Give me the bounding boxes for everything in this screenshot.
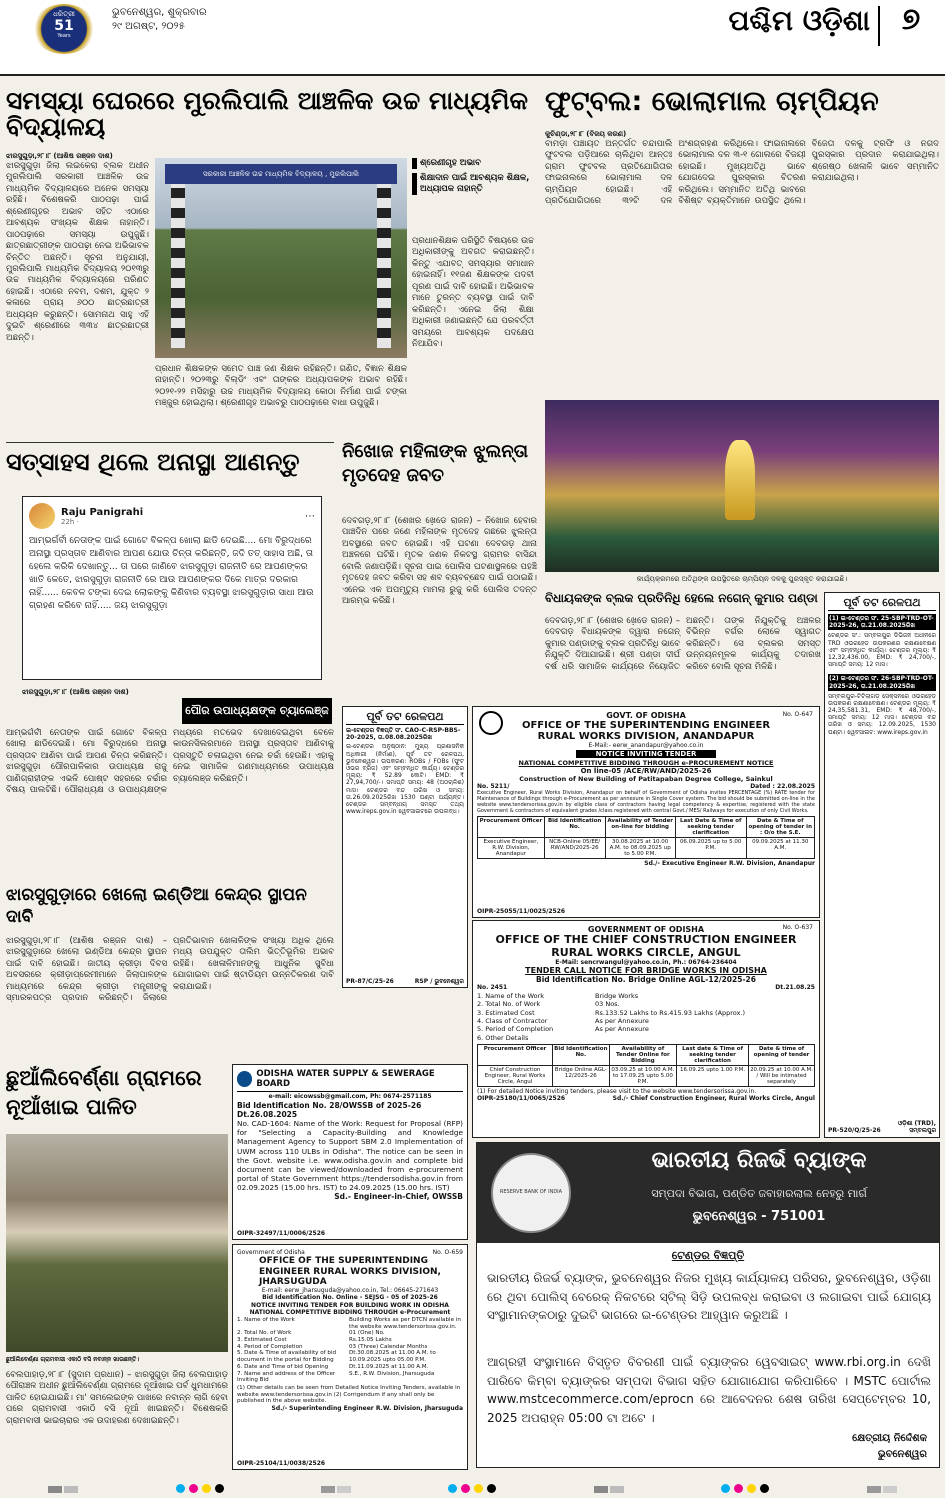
post-text: ଆମ୍ଭର୍ଗର୍ବୀ ନେତାଙ୍କ ପାଇଁ ଗୋଟେ ବିକଳ୍ପ ଖୋଲା ଛାଡି ଦେଇଛି.... ମୋ ବିରୁଦ୍ଧରେ ଅନାସ୍ଥା ପ୍ରସ୍ତାବ ଆଣିବାର ଆପଣ ଯୋଉ ଚିନ୍ତା କରିଛନ୍ତି, ଜଦି ତତ୍ ସାହାସ ଅଛି, ତା ହେଲେ କରିକି ଦେଖାନ୍ତୁ... ତା ପରେ ଜାଣିବେ ଝାରସୁଗୁଡ଼ା ରାଜନୀତି ରେ ଆପଣଙ୍କର ଖାତି କେତେ, ଝାରସୁଗୁଡ଼ା ରାଜନୀତି ରେ ଆଉ ଆପଣଙ୍କର ଦିକେ ମାତ୍ର ଦରକାର ନାହିଁ...... କେବଳ ଟଙ୍କା ଦେଇ ଲୋକଙ୍କୁ କିଣିବାର ବ୍ୟବସ୍ଥା ଝାରସୁଗୁଡ଼ାର ସାଧା ଆଉ ଗ୍ରହଣ କରିବେ ନାହିଁ..... ଜୟ ଝାରସୁଗୁଡ଼ା	[29, 536, 314, 612]
item-label: 4. Class of Contractor	[477, 1016, 548, 1025]
rbi-dept: ସମ୍ପଦା ବିଭାଗ, ପଣ୍ଡିତ ଜବାହାରଲାଲ ନେହରୁ ମାର୍ଗ	[651, 1187, 867, 1200]
owssb-logo-icon	[237, 1071, 252, 1087]
railway-tender-ad	[342, 706, 468, 988]
anandapur-body: Executive Engineer, Rural Works Division, Anandapur on behalf of Government of Odisha invites PERCENTAGE (%) RATE tender for Maintenance of Buildings through e-Procurement as per annexure in Single Cover system. The bid should be submitted on-line in the website www.tendersorissa.gov.in by eligible class of contractors having legal competency & expertise, registered with the state Government & contractors of equivalent grades /class registered with central Govt./ MES/ Railways for execution of only Civil Works.	[477, 790, 815, 815]
story5-headline: ବିଧାୟକଙ୍କ ବ୍ଲକ ପ୍ରତିନିଧି ହେଲେ ନଗେନ୍ କୁମାର ପଣ୍ଡା	[545, 592, 818, 605]
table-header: Date & Time of opening of tender in : O/o the S.E.	[746, 817, 814, 838]
more-options-icon: ⋯	[305, 510, 315, 522]
issue-date: ୨୯ ଅଗଷ୍ଟ, ୨୦୨୫	[112, 21, 185, 32]
rbi-sign1: କ୍ଷେତ୍ରୀୟ ନିର୍ଦ୍ଦେଶକ	[852, 1433, 927, 1444]
owssb-ref: OIPR-32497/11/0006/2526	[237, 1229, 326, 1237]
angul-email: E-Mail: sencrwangul@yahoo.co.in, Ph.: 06764-236404	[555, 959, 737, 967]
gate-arch	[165, 164, 397, 184]
story1-headline: ସମସ୍ୟା ଘେରରେ ମୁରଲିପାଲି ଆଞ୍ଚଳିକ ଉଚ୍ଚ ମାଧ୍ୟମିକ ବିଦ୍ୟାଳୟ	[6, 88, 528, 142]
angul-table	[477, 1044, 815, 1087]
railway-right-footer2: ଓଡ଼ିଶା (TRD), ସମ୍ବଲପୁର	[898, 1119, 936, 1134]
railway-right-title: ପୂର୍ବ ତଟ ରେଳପଥ	[828, 596, 936, 611]
anandapur-ref: OIPR-25055/11/0025/2526	[477, 907, 566, 915]
anandapur-letter-row	[477, 783, 815, 790]
angul-date: Dt.21.08.25	[775, 984, 815, 992]
anandapur-date: Dated : 22.08.2025	[750, 783, 815, 791]
jharsuguda-govt: Government of Odisha	[237, 1249, 305, 1256]
anandapur-line2: On line-05 /ACE/RW/AND/2025-26	[580, 767, 712, 776]
railway-right-body2: ସମ୍ବଲପୁର-ଟିଟିଲାଗଡ଼ ସେକ୍ସନରେ ଓଭରହେଡ ଉପକରଣ ରକ୍ଷଣାବେକ୍ଷଣ। ଟେଣ୍ଡର ମୂଲ୍ୟ: ₹ 24,35,581.31, EMD: ₹ 48,700/-, ସମାପ୍ତି ସମୟ: 12 ମାସ। ଟେଣ୍ଡର ବନ୍ଦ ତାରିଖ ଓ ସମୟ: 12.09.2025, 1530 ଘଣ୍ଟା। ୱେବସାଇଟ: www.ireps.gov.in	[828, 692, 936, 736]
story2-headline: ଫୁଟ୍‌ବଲ: ଭୋଲାମାଲ ଚାମ୍ପିୟନ	[545, 88, 879, 117]
anandapur-notice: NOTICE INVITING TENDER	[576, 750, 716, 758]
masthead	[0, 0, 945, 76]
item-value: As per Annexure	[595, 1016, 649, 1025]
story2-caption: କାର୍ଯ୍ୟକ୍ରମରେ ଅତିଥିଙ୍କ ଉପସ୍ଥିତରେ ଚାମ୍ପିୟନ ଦଳକୁ ପୁରସ୍କୃତ କରାଯାଇଛି।	[636, 575, 848, 583]
item-label: 4. Period of Completion	[237, 1343, 303, 1350]
item-label: 6. Date and Time of bid Opening	[237, 1363, 329, 1370]
color-bar	[593, 1478, 625, 1497]
railway-tender-right-ad	[824, 592, 940, 1138]
nuakhai-photo	[6, 1134, 228, 1352]
post-header	[29, 503, 315, 529]
story7-caption: ଛୁଆଁଲିବେର୍ଣ୍ଣା ଗ୍ରାମବାସୀ ଏକାଠି ବସି ନବାନ୍ନ ଖାଉଛନ୍ତି।	[6, 1356, 140, 1363]
registration-dots	[719, 1478, 771, 1497]
rbi-title: ଭାରତୀୟ ରିଜର୍ଭ ବ୍ୟାଙ୍କ	[651, 1149, 867, 1173]
table-header: Date & time of opening of tender	[749, 1045, 815, 1066]
registration-dots	[446, 1478, 498, 1497]
angul-letter: No. 2451	[477, 984, 508, 992]
item-label: 5. Date & Time of availability of bid document in the portal for Bidding	[237, 1350, 337, 1364]
railway-right-body1: ଟେଣ୍ଡର ସଂ.: ସମ୍ବଲପୁର ଡିଭିଜନ ଅଧୀନରେ TRD ଓଭରହେଡ ଉପକରଣର ରକ୍ଷଣାବେକ୍ଷଣ ଏବଂ ସମ୍ବନ୍ଧିତ କାର୍ଯ୍ୟ। ଟେଣ୍ଡର ମୂଲ୍ୟ: ₹ 12,32,436.00, EMD: ₹ 24,700/-, ସମାପ୍ତି ସମୟ: 12 ମାସ।	[828, 632, 936, 669]
city-day: ଭୁବନେଶ୍ୱର, ଶୁକ୍ରବାର	[112, 7, 207, 18]
item-label: 7. Name and address of the Officer Inviting Bid	[237, 1370, 336, 1384]
table-header: Bid Identification No.	[544, 817, 605, 838]
list-item	[237, 1371, 463, 1384]
jharsuguda-ref: OIPR-25104/11/0038/2526	[237, 1459, 326, 1467]
item-label: 2. Total No. of Work	[237, 1330, 292, 1337]
rbi-para1: ଭାରତୀୟ ରିଜର୍ଭ ବ୍ୟାଙ୍କ, ଭୁବନେଶ୍ୱର ନିଜର ମୁଖ୍ୟ କାର୍ଯ୍ୟାଳୟ ପରିସର, ଭୁବନେଶ୍ୱର, ଓଡ଼ିଶା ରେ ଥିବା ପୋଲିସ୍ ବେରେକ୍ ନିକଟରେ ସ୍ଟିଲ୍ ସିଡ଼ି ଉପଲବ୍ଧ କରାଇବା ଓ ଲଗାଇବା ପାଇଁ ଯୋଗ୍ୟ ସଂସ୍ଥାମାନଙ୍କଠାରୁ ଦୁଇଟି ଭାଗରେ ଇ-ଟେଣ୍ଡର ଆହ୍ୱାନ କରୁଅଛି ।	[487, 1271, 931, 1323]
table-header: Availability of Tender Online for Bidding	[609, 1045, 676, 1066]
jharsuguda-notice: NOTICE INVITING TENDER FOR BUILDING WORK IN ODISHA NATIONAL COMPETITIVE BIDDING THROUGH e-Procurement	[249, 1301, 451, 1316]
item-label: 3. Estimated Cost	[237, 1337, 287, 1344]
jharsuguda-items	[237, 1317, 463, 1384]
owssb-body: No. CAD-1604: Name of the Work: Request for Proposal (RFP) for "Selecting a Capacity-Building and Knowledge Management Agency to Support SBM 2.0 Implementation of UWM across 110 ULBs in Odisha". The notice can be seen in the Govt. website i.e. www.odisha.gov.in and complete bid document can be viewed/downloaded from e-procurement portal of State Government https://tendersodisha.gov.in from 02.09.2025 (15.00 hrs. IST) to 24.09.2025 (15.00 hrs. IST)	[237, 1119, 463, 1192]
item-label: 1. Name of the Work	[477, 991, 545, 1000]
list-item	[477, 1025, 815, 1033]
item-value: As per Annexure	[595, 1025, 649, 1034]
railway-tender-footer2: RSP / ଭୁବନେଶ୍ୱର	[414, 977, 464, 985]
gate-pillar-right	[377, 184, 391, 348]
table-row	[478, 1045, 815, 1066]
table-cell: 16.09.25 upto 1.00 P.M.	[677, 1066, 749, 1087]
item-value: Rs.133.52 Lakhs to Rs.415.93 Lakhs (Approx.)	[595, 1008, 746, 1017]
table-header: Procurement Officer	[478, 1045, 553, 1066]
story6-headline: ଝାରସୁଗୁଡ଼ାରେ ଖେଲୋ ଇଣ୍ଡିଆ କେନ୍ଦ୍ର ସ୍ଥାପନ ଦାବି	[6, 885, 307, 928]
story1-col1-text: ଝାରସୁଗୁଡ଼ା ଜିଲା ଲଇକେରା ବ୍ଲକ ଅଧୀନ ମୁରଲିପାଲି ସରକାରୀ ଆଞ୍ଚଳିକ ଉଚ୍ଚ ମାଧ୍ୟମିକ ବିଦ୍ୟାଳୟରେ ଅନେକ ସମସ୍ୟା ରହିଛି। ବିଶେଷକରି ପାଠପଢ଼ା ପାଇଁ ଶ୍ରେଣୀଗୃହର ଅଭାବ ସହିତ ଏଠାରେ ଆବଶ୍ୟକ ସଂଖ୍ୟକ ଶିକ୍ଷକ ନାହାନ୍ତି। ପାଠପଢ଼ାରେ ସମସ୍ୟା ଉପୁଜୁଛି। ଛାତ୍ରଛାତ୍ରୀଙ୍କ ପାଠପଢ଼ା ନେଇ ଅଭିଭାବକ ଚିନ୍ତିତ ଅଛନ୍ତି। ସୂଚନା ଅନୁଯାୟୀ, ମୁରଲିପାଲି ମାଧ୍ୟମିକ ବିଦ୍ୟାଳୟ ୨୦୧୩ରୁ ଉଚ୍ଚ ମାଧ୍ୟମିକ ବିଦ୍ୟାଳୟରେ ପରିଣତ ହୋଇଛି। ଏଠାରେ ନବମ, ଦଶମ, ଯୁକ୍ତ ୨ କଳାରେ ପ୍ରାୟ ୬୦୦ ଛାତ୍ରଛାତ୍ରୀ ଅଧ୍ୟୟନ କରୁଛନ୍ତି। ସୋମନାଥ ସାହୁ ଏହି ଦୁଇଟି ଶ୍ରେଣୀରେ ୩୩୪ ଛାତ୍ରଛାତ୍ରୀ ଅଛନ୍ତି।	[6, 160, 149, 343]
item-value: Dt.30.08.2025 at 11.00 A.M. to 10.09.2025 upto 05.00 P.M.	[349, 1350, 436, 1364]
angul-govt: GOVERNMENT OF ODISHA	[587, 925, 705, 934]
school-sign: ସରକାରୀ ଆଞ୍ଚଳିକ ଉଚ୍ଚ ମାଧ୍ୟମିକ ବିଦ୍ୟାଳୟ , ମୁରଲିପାଲି	[202, 170, 360, 178]
table-header: Procurement Officer	[478, 817, 545, 838]
registration-dots	[174, 1478, 226, 1497]
angul-call: TENDER CALL NOTICE FOR BRIDGE WORKS IN ODISHA	[525, 966, 767, 976]
item-value: 03 (Three) Calendar Months	[349, 1343, 428, 1350]
item-label: 2. Total No. of Work	[477, 1000, 541, 1009]
anandapur-email: E-Mail:- eerw_anandapur@yahoo.co.in	[588, 742, 704, 749]
rbi-sign2: ଭୁବନେଶ୍ୱର	[877, 1449, 927, 1460]
list-item	[237, 1364, 463, 1371]
bullet-2	[412, 173, 534, 195]
table-cell: 03.09.25 at 10.00 A.M. to 17.09.25 upto 5.00 P.M.	[609, 1066, 676, 1087]
table-cell: Bridge Online AGL-12/2025-26	[552, 1066, 609, 1087]
avatar	[29, 503, 55, 529]
item-value: Building Works as per DTCN available in the website www.tendersorissa.gov.in.	[349, 1316, 461, 1330]
gate-pillar-left	[171, 184, 185, 348]
list-item	[237, 1350, 463, 1363]
owssb-title: ODISHA WATER SUPPLY & SEWERAGE BOARD	[256, 1069, 435, 1089]
item-value: 03 Nos.	[595, 1000, 620, 1009]
railway-tender-body: ଇ-ଟେଣ୍ଡର ଅନୁଷ୍ଠାନ: ମୁଖ୍ୟ ପ୍ରଶାସନିକ ଅଧିକାରୀ (ନିର୍ମାଣ), ପୂର୍ବ ତଟ ରେଳପଥ, ଭୁବନେଶ୍ୱର। ଉପକରଣ: ROBs / FOBs (ଫୁଟ ଓଭର ବ୍ରିଜ) ଏବଂ ସମ୍ବନ୍ଧିତ କାର୍ଯ୍ୟ। ଟେଣ୍ଡର ମୂଲ୍ୟ: ₹ 52.89 କୋଟି। EMD: ₹ 27,94,700/-। ସମାପ୍ତି ସମୟ: 48 (ଅଠଚାଳିଶ) ମାସ। ଟେଣ୍ଡର ବନ୍ଦ ତାରିଖ ଓ ସମୟ: ତା.26.09.2025ରିଖ 1530 ଘଣ୍ଟା ପର୍ଯ୍ୟନ୍ତ। ଟେଣ୍ଡର ସମ୍ବନ୍ଧୀୟ ସମସ୍ତ ତଥ୍ୟ www.ireps.gov.in ୱେବସାଇଟରେ ଉପଲବ୍ଧ।	[346, 743, 464, 816]
item-value: 01 (One) No.	[349, 1330, 385, 1337]
anandapur-no: No. O-647	[782, 711, 813, 718]
rbi-header	[477, 1143, 939, 1243]
story3-subheadline: ପୌର ଉପାଧ୍ୟକ୍ଷଙ୍କ ଚ୍ୟାଲେଞ୍ଜ	[185, 704, 329, 717]
anniversary-sub: Years	[57, 33, 71, 39]
anandapur-table	[477, 816, 815, 859]
anniversary-label: ଧରିତ୍ରୀ	[53, 10, 75, 18]
bullet-1-text: ଶ୍ରେଣୀଗୃହ ଅଭାବ	[420, 158, 481, 168]
table-cell: 30.08.2025 at 10.00 A.M. to 08.09.2025 up to 5.00 P.M.	[605, 838, 675, 859]
list-item	[477, 1009, 815, 1017]
angul-bid: Bid Identification No. Bridge Online AGL-12/2025-26	[536, 975, 756, 985]
bullet-1	[412, 158, 534, 169]
jharsuguda-email: E-mail: eerw_jharsuguda@yahoo.co.in, Tel.: 06645-271643	[261, 1287, 439, 1295]
list-item	[237, 1344, 463, 1351]
football-award-photo	[545, 400, 939, 572]
owssb-header	[237, 1069, 463, 1092]
item-label: 1. Name of the Work	[237, 1316, 295, 1323]
railway-tender-footer: PR-87/C/25-26	[346, 977, 394, 985]
angul-footer-row	[477, 1095, 815, 1102]
anandapur-tender-ad	[472, 706, 820, 918]
color-bar	[866, 1478, 898, 1497]
rbi-seal-icon	[491, 1153, 571, 1233]
story3-dateline: ଝାରସୁଗୁଡ଼ା,୨୮।୮ (ଆଶିଷ ରଞ୍ଜନ ଦାଶ)	[22, 688, 129, 696]
rbi-city: ଭୁବନେଶ୍ୱର - 751001	[692, 1209, 826, 1224]
anandapur-letter: No. 5211/	[477, 783, 510, 791]
jharsuguda-top-row	[237, 1249, 463, 1256]
table-header: Availability of Tender on-line for bidding	[605, 817, 675, 838]
owssb-bid: Bid Identification No. 28/OWSSB of 2025-26 Dt.26.08.2025	[237, 1101, 422, 1120]
railway-tender-ref: ଇ-ଟେଣ୍ଡର ବିଜ୍ଞପ୍ତି ସଂ. CAO-C-RSP-BBS-20-2025, ତା.08.08.2025ରିଖ	[346, 727, 461, 742]
list-item	[237, 1317, 463, 1330]
jharsuguda-tender-ad	[232, 1244, 468, 1470]
color-bar	[47, 1478, 79, 1497]
registration-bar	[0, 1476, 945, 1498]
dateline-block	[112, 6, 262, 34]
item-label: 6. Other Details	[477, 1033, 529, 1042]
table-header: Last Date & Time of seeking tender clarification	[675, 817, 746, 838]
angul-note: (1) For detailed Notice inviting tenders, please visit to the website www.tendersorissa.gov.in.	[477, 1088, 757, 1096]
story1-col3-text: ପ୍ରଧାନଶିକ୍ଷକ ପରିସ୍ଥିତି ବିଷୟରେ ଉଚ୍ଚ ଅଧିକାରୀଙ୍କୁ ଅବଗତ କରାଇଛନ୍ତି। କିନ୍ତୁ ଏଯାବତ୍ ସମସ୍ୟାର ସମାଧାନ ହୋଇନାହିଁ। ୧୧ଜଣ ଶିକ୍ଷକଙ୍କ ପଦବୀ ପୂରଣ ପାଇଁ ଦାବି ହୋଇଛି। ଅଭିଭାବକ ମାନେ ତୁରନ୍ତ ବ୍ୟବସ୍ଥା ପାଇଁ ଦାବି କରିଛନ୍ତି। ଏନେଇ ଜିଲା ଶିକ୍ଷା ଅଧିକାରୀ ଜଣାଇଛନ୍ତି ଯେ ପରବର୍ତ୍ତୀ ସମୟରେ ଆବଶ୍ୟକ ପଦକ୍ଷେପ ନିଆଯିବ।	[412, 236, 534, 350]
anandapur-govt: GOVT. OF ODISHA	[606, 711, 686, 720]
divider	[6, 442, 334, 443]
jharsuguda-notes: (1) Other details can be seen from Detailed Notice Inviting Tenders, available in website www.tendersorissa.gov.in (2) Corrigendum if any shall only be published in the above website.	[237, 1385, 461, 1405]
angul-tender-ad	[472, 920, 820, 1138]
owssb-sign: Sd.- Engineer-in-Chief, OWSSB	[334, 1192, 463, 1202]
table-row	[478, 838, 815, 859]
story4-headline: ନିଖୋଜ ମହିଳାଙ୍କ ଝୁଲନ୍ତା ମୃତଦେହ ଜବତ	[342, 441, 528, 487]
railway-tender-title: ପୂର୍ବ ତଟ ରେଳପଥ	[346, 710, 464, 725]
jharsuguda-bid: Bid Identification No. Online - SEJSG - 05 of 2025-26	[262, 1294, 438, 1302]
story1-col2-text: ପ୍ରଧାନ ଶିକ୍ଷକଙ୍କ ସମେତ ପାଞ୍ଚ ଜଣ ଶିକ୍ଷକ ରହିଛନ୍ତି। ଗଣିତ, ବିଜ୍ଞାନ ଶିକ୍ଷକ ନାହାନ୍ତି। ୨୦୨୩ରୁ ବିଲ୍ଡିଂ ଏବଂ ତାଙ୍କର ଅଧ୍ୟାପକଙ୍କ ଅଭାବ ରହିଛି। ୨୦୨୧-୨୨ ମସିହାରୁ ଉଚ୍ଚ ମାଧ୍ୟମିକ ବିଦ୍ୟାଳୟ କୋଠା ନିର୍ମାଣ ପାଇଁ ଟଙ୍କା ମଞ୍ଜୁର ହୋଇଥିଲା। ଶ୍ରେଣୀଗୃହ ଅଭାବରୁ ପାଠପଢ଼ାରେ ବାଧା ଉପୁଜୁଛି।	[155, 364, 407, 409]
anandapur-line1: NATIONAL COMPETITIVE BIDDING THROUGH e-PROCUREMENT NOTICE	[518, 759, 774, 768]
table-cell: Executive Engineer, R.W. Division, Anandapur	[478, 838, 545, 859]
jharsuguda-office: OFFICE OF THE SUPERINTENDING ENGINEER RURAL WORKS DIVISION, JHARSUGUDA	[259, 1256, 441, 1287]
trophy	[725, 440, 755, 520]
list-item	[477, 1034, 815, 1042]
anniversary-badge	[32, 4, 96, 54]
post-author: Raju Panigrahi	[61, 506, 144, 518]
story6-text: ଝାରସୁଗୁଡ଼ା,୨୮।୮ (ଆଶିଷ ରଞ୍ଜନ ଦାଶ) – ଝାରସୁଗୁଡ଼ାରେ ଖେଲୋ ଇଣ୍ଡିଆ କେନ୍ଦ୍ର ସ୍ଥାପନ ପାଇଁ ଦାବି ହୋଇଛି। ଜାତୀୟ କ୍ରୀଡ଼ା ଦିବସ ଅବସରରେ କ୍ରୀଡ଼ାପ୍ରେମୀମାନେ ଜିଲାପାଳଙ୍କ ମାଧ୍ୟମରେ କେନ୍ଦ୍ର କ୍ରୀଡ଼ା ମନ୍ତ୍ରୀଙ୍କୁ ସ୍ମାରକପତ୍ର ପ୍ରଦାନ କରିଛନ୍ତି। ଜିଲାରେ ପ୍ରତିଭାବାନ ଖେଳାଳିଙ୍କ ସଂଖ୍ୟା ଅଧିକ ଥିଲେ ମଧ୍ୟ ଉପଯୁକ୍ତ ତାଲିମ ଭିତ୍ତିଭୂମିର ଅଭାବ ରହିଛି। ଖେଳାଳିମାନଙ୍କୁ ଆଧୁନିକ ସୁବିଧା ଯୋଗାଇବା ପାଇଁ ଷ୍ଟାଡିୟମ ଉନ୍ନତିକରଣ ଦାବି କରାଯାଇଛି।	[6, 936, 334, 1004]
list-item	[477, 1000, 815, 1008]
color-bar	[320, 1478, 352, 1497]
item-value: Dt.11.09.2025 at 11.00 A.M.	[349, 1363, 429, 1370]
owssb-ad	[232, 1064, 468, 1240]
story3-text: ଆମ୍ଭର୍ଗର୍ବୀ ନେତାଙ୍କ ପାଇଁ ଗୋଟେ ବିକଳ୍ପ ଖୋଲା ଛାଡିଦେଇଛି। ମୋ ବିରୁଦ୍ଧରେ ଅନାସ୍ଥା ପ୍ରସ୍ତାବ ଆଣିବା ପାଇଁ ଆପଣ ଚିନ୍ତା କରିଛନ୍ତି। ଝାରସୁଗୁଡ଼ା ପୌରପାଳିକାର ଉପାଧ୍ୟକ୍ଷ ରାଜୁ ପାଣିଗ୍ରାହୀଙ୍କ ଏଭଳି ପୋଷ୍ଟ ସହରରେ ଚର୍ଚ୍ଚାର ବିଷୟ ପାଲଟିଛି। ପୌରାଧ୍ୟକ୍ଷ ଓ ଉପାଧ୍ୟକ୍ଷଙ୍କ ମଧ୍ୟରେ ମତଭେଦ ଦେଖାଦେଇଥିବା ବେଳେ କାଉନସିଲରମାନେ ଅନାସ୍ଥା ପ୍ରସ୍ତାବ ଆଣିବାକୁ ପ୍ରସ୍ତୁତି ଚଳାଇଥିବା ନେଇ ଚର୍ଚ୍ଚା ହେଉଛି। ଏହାକୁ ନେଇ ସାମାଜିକ ଗଣମାଧ୍ୟମରେ ଉପାଧ୍ୟକ୍ଷ ଚ୍ୟାଲେଞ୍ଜ କରିଛନ୍ତି।	[6, 728, 334, 796]
table-cell: NCB-Online 05/EE/ RW/AND/2025-26	[544, 838, 605, 859]
list-item	[237, 1337, 463, 1344]
section-title: ପଶ୍ଚିମ ଓଡ଼ିଶା	[640, 6, 880, 46]
angul-office: OFFICE OF THE CHIEF CONSTRUCTION ENGINEER RURAL WORKS CIRCLE, ANGUL	[495, 933, 797, 959]
jharsuguda-sign: Sd./- Superintending Engineer R.W. Division, Jharsuguda	[271, 1405, 463, 1413]
post-time: 22h ·	[61, 517, 79, 526]
table-cell: 20.09.25 at 10.00 A.M. / Will be intimated separately	[750, 1067, 813, 1086]
list-item	[237, 1330, 463, 1337]
angul-no: No. O-637	[782, 924, 813, 931]
list-item	[477, 1017, 815, 1025]
school-gate-photo	[155, 158, 407, 358]
story3-headline: ସତ୍‌ସାହସ ଥିଲେ ଅନାସ୍ଥା ଆଣନ୍ତୁ	[6, 450, 300, 476]
rbi-notice: ଟେଣ୍ଡର ବିଜ୍ଞପ୍ତି	[671, 1249, 745, 1262]
anandapur-office: OFFICE OF THE SUPERINTENDING ENGINEER RURAL WORKS DIVISION, ANANDAPUR	[521, 720, 771, 742]
angul-ref: OIPR-25180/11/0065/2526	[477, 1095, 566, 1103]
story2-text-block	[545, 130, 939, 396]
item-label: 3. Estimated Cost	[477, 1008, 535, 1017]
table-header: Bid Identification No.	[552, 1045, 609, 1066]
anandapur-sign: Sd./- Executive Engineer R.W. Division, Anandapur	[644, 860, 815, 868]
story7-text: ବେଲପାହାଡ଼,୨୮।୮ (ସୁଦାମ ପ୍ରଧାନ) – ଝାରସୁଗୁଡ଼ା ଜିଲା ବେଲପାହାଡ଼ ପୌରାଞ୍ଚଳ ଅଧୀନ ଛୁଆଁଲିବେର୍ଣ୍ଣା ଗ୍ରାମରେ ନୂଆଁଖାଇ ପର୍ବ ଧୁମଧାମରେ ପାଳିତ ହୋଇଯାଇଛି। ମା' ସମଲେଇଙ୍କ ପାଖରେ ନବାନ୍ନ ଲାଗି ହେବା ପରେ ଗ୍ରାମବାସୀ ଏକାଠି ବସି ନୂଆଁ ଖାଇଛନ୍ତି। ବିଶେଷକରି ଗ୍ରାମବାସୀ ଭାଇଚାରାର ଏକ ଉଦାହରଣ ଦେଖାଇଛନ୍ତି।	[6, 1370, 228, 1426]
rbi-tender-ad	[476, 1142, 940, 1468]
railway-right-footer: PR-520/Q/25-26	[828, 1126, 881, 1134]
anandapur-line3: Construction of New Building of Patitapaban Degree College, Sainkul	[519, 775, 773, 784]
item-value: Bridge Works	[595, 991, 639, 1000]
table-cell: 09.09.2025 at 11.30 A.M.	[746, 838, 814, 859]
table-row	[478, 817, 815, 838]
anniversary-number: 51	[54, 18, 74, 34]
rbi-para2: ଆଗ୍ରହୀ ସଂସ୍ଥାମାନେ ବିସ୍ତୃତ ବିବରଣୀ ପାଇଁ ବ୍ୟାଙ୍କର ୱେବସାଇଟ୍ www.rbi.org.in ଦେଖି ପାରିବେ କିମ୍ବା ବ୍ୟାଙ୍କର ସମ୍ପଦା ବିଭାଗ ସହିତ ଯୋଗାଯୋଗ କରିପାରିବେ । MSTC ପୋର୍ଟାଲ www.mstcecommerce.com/eprocn ରେ ଆବେଦନର ଶେଷ ତାରିଖ ସେପ୍ଟେମ୍ବର 10, 2025 ଅପରାହ୍ନ 05:00 ଟା ଅଟେ ।	[487, 1355, 931, 1425]
story2-text: ବାମଡ଼ା ପଞ୍ଚାୟତ ଅନ୍ତର୍ଗତ ଚନ୍ଦାପାଲି ଫୁଟବଲ ପଡ଼ିଆରେ ଚାଲିଥିବା ଆନ୍ତଃ ଗ୍ରାମ ଫୁଟବଲ ପ୍ରତିଯୋଗିତାର ଫାଇନାଲରେ ଭୋଲାମାଲ ଦଳ ଚାମ୍ପିୟନ ହୋଇଛି। ଏହି ପ୍ରତିଯୋଗିତାରେ ୩୨ଟି ଦଳ ଅଂଶଗ୍ରହଣ କରିଥିଲେ। ଫାଇନାଲରେ ଭୋଲାମାଲ ଦଳ ୩-୧ ଗୋଲରେ ବିଜୟୀ ହୋଇଛି। ମୁଖ୍ୟଅତିଥି ଭାବେ ଯୋଗଦେଇ ପୁରସ୍କାର ବିତରଣ କରିଥିଲେ। ସମ୍ମାନିତ ଅତିଥି ଭାବରେ ବିଶିଷ୍ଟ ବ୍ୟକ୍ତିମାନେ ଉପସ୍ଥିତ ଥିଲେ। ବିଜେତା ଦଳକୁ ଟ୍ରଫି ଓ ନଗଦ ପୁରସ୍କାର ପ୍ରଦାନ କରାଯାଇଥିଲା। ଶ୍ରେଷ୍ଠ ଖେଳାଳି ଭାବେ ସମ୍ମାନିତ କରାଯାଇଥିଲା।	[545, 138, 939, 207]
story1-dateline: ଝାରସୁଗୁଡ଼ା,୨୮।୮ (ଆଶିଷ ରଞ୍ଜନ ଦାଶ)	[6, 152, 113, 160]
table-cell: 06.09.2025 up to 5.00 P.M.	[675, 838, 746, 859]
story5-text: ଦେବଗଡ଼,୨୮।୮ (ଶେଖର ଖେଡେ଼ ରାଜନ) – ଦେବଗଡ଼ ବିଧାୟକଙ୍କ ଦ୍ୱାରା ନଗେନ୍ କୁମାର ପଣ୍ଡାଙ୍କୁ ବ୍ଲକ ପ୍ରତିନିଧି ଭାବେ ନିଯୁକ୍ତି ଦିଆଯାଇଛି। ଶ୍ରୀ ପଣ୍ଡା ଦୀର୍ଘ ବର୍ଷ ଧରି ସାମାଜିକ କାର୍ଯ୍ୟରେ ନିୟୋଜିତ ଅଛନ୍ତି। ତାଙ୍କ ନିଯୁକ୍ତିକୁ ଅଞ୍ଚଳର ବିଭିନ୍ନ ବର୍ଗର ଲୋକେ ସ୍ୱାଗତ କରିଛନ୍ତି। ସେ ବ୍ଲକର ସମସ୍ତ ଉନ୍ନୟନମୂଳକ କାର୍ଯ୍ୟକୁ ତଦାରଖ କରିବେ ବୋଲି ସୂଚନା ମିଳିଛି।	[545, 616, 821, 672]
facebook-post	[22, 496, 322, 680]
item-value: Rs.15.05 Lakhs	[349, 1337, 392, 1344]
table-header: Last date & Time of seeking tender clarification	[677, 1045, 749, 1066]
bullet-2-text: ଶିକ୍ଷାଦାନ ପାଇଁ ଆବଶ୍ୟକ ଶିକ୍ଷକ, ଅଧ୍ୟାପକ ନାହାନ୍ତି	[420, 173, 530, 195]
story4-text: ଦେବଗଡ଼,୨୮।୮ (ଶେଖର ଖେଡେ଼ ରାଜନ) – ନିଖୋଜ ହେବାର ପାଞ୍ଚଦିନ ପରେ ଜଣେ ମହିଳାଙ୍କ ମୃତଦେହ ଗଛରେ ଝୁଲନ୍ତା ଅବସ୍ଥାରେ ଜବତ ହୋଇଛି। ଏହି ଘଟଣା ଦେବଗଡ଼ ଥାନା ଅଞ୍ଚଳରେ ଘଟିଛି। ମୃତକ ଜଣକ ନିକଟସ୍ଥ ଗ୍ରାମର ବାସିନ୍ଦା ବୋଲି ଜଣାପଡ଼ିଛି। ସୂଚନା ପାଇ ପୋଲିସ ଘଟଣାସ୍ଥଳରେ ପହଞ୍ଚି ମୃତଦେହ ଜବତ କରିବା ସହ ଶବ ବ୍ୟବଚ୍ଛେଦ ପାଇଁ ପଠାଇଛି। ଏନେଇ ଏକ ଅପମୃତ୍ୟୁ ମାମଲା ରୁଜୁ କରି ପୋଲିସ ତଦନ୍ତ ଆରମ୍ଭ କରିଛି।	[342, 516, 537, 607]
angul-letter-row	[477, 984, 815, 991]
railway-right-item1: (1) ଇ-ଟେଣ୍ଡର ସଂ. 25-SBP-TRD-OT-2025-26, ତା.21.08.2025ରିଖ	[828, 614, 936, 630]
list-item	[477, 992, 815, 1000]
item-label: 5. Period of Completion	[477, 1025, 554, 1034]
rbi-seal-text: RESERVE BANK OF INDIA	[499, 1189, 563, 1195]
table-cell: Chief Construction Engineer, Rural Works Circle, Angul	[478, 1066, 553, 1087]
angul-sign: Sd./- Chief Construction Engineer, Rural Works Circle, Angul	[612, 1095, 815, 1103]
story1-bullet-box	[412, 158, 534, 230]
page-number: ୭	[901, 4, 921, 36]
table-row	[478, 1066, 815, 1087]
angul-items	[477, 992, 815, 1043]
owssb-contact: e-mail: eicowssb@gmail.com, Ph: 0674-2571185	[268, 1093, 432, 1100]
jharsuguda-no: No. O-659	[432, 1249, 463, 1256]
railway-right-item2: (2) ଇ-ଟେଣ୍ଡର ସଂ. 26-SBP-TRD-OT-2025-26, ତା.21.08.2025ରିଖ	[828, 674, 936, 690]
story7-headline: ଛୁଆଁଲିବେର୍ଣ୍ଣା ଗ୍ରାମରେ ନୂଆଁଖାଇ ପାଳିତ	[6, 1066, 202, 1120]
odisha-emblem-icon	[479, 711, 503, 735]
item-value: S.E., R.W. Division, Jharsuguda	[349, 1370, 435, 1377]
story3-subhead-box	[182, 698, 332, 724]
story2-dateline: କୁଚିଣ୍ଡା,୨୮।୮ (ବିଜୟ କରଣ)	[545, 130, 627, 138]
